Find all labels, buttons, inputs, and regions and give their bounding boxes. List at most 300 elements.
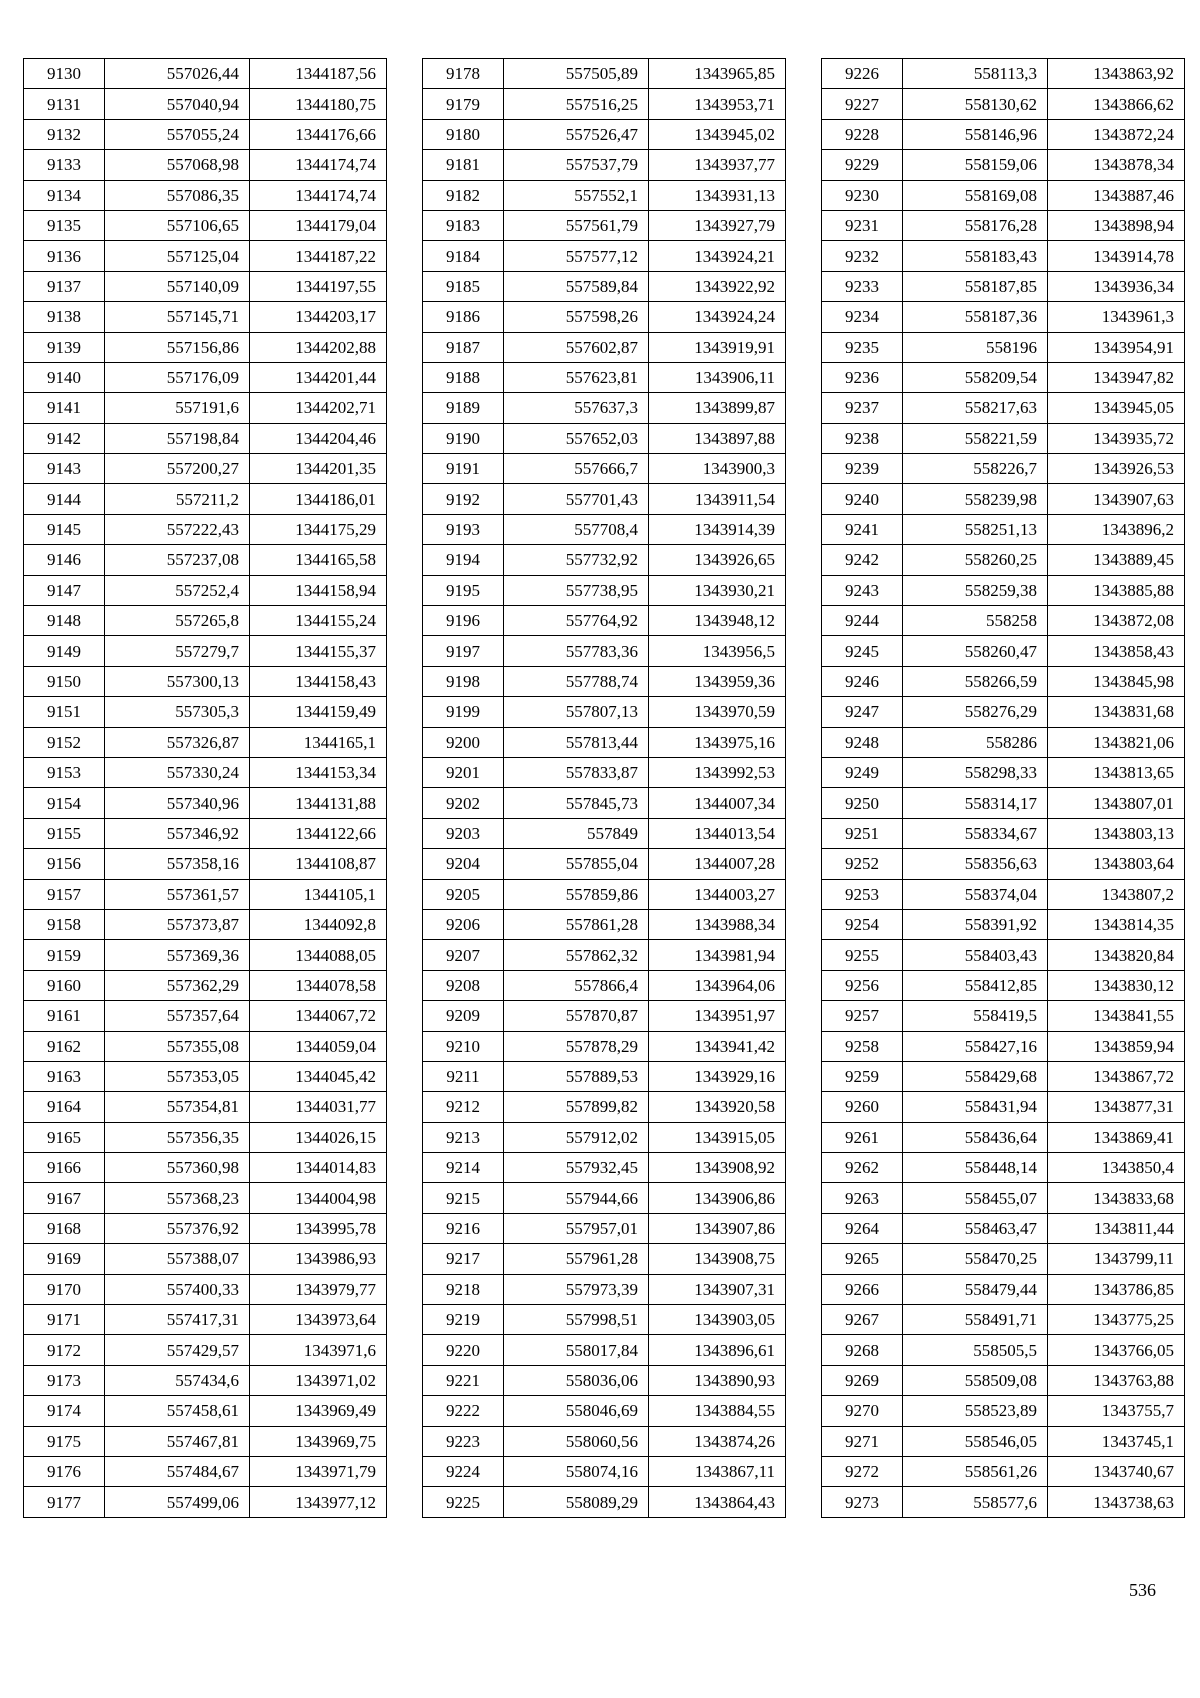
x-coordinate-cell: 558196 <box>903 332 1048 362</box>
x-coordinate-cell: 557362,29 <box>105 970 250 1000</box>
y-coordinate-cell: 1343907,63 <box>1048 484 1185 514</box>
x-coordinate-cell: 557602,87 <box>504 332 649 362</box>
table-row <box>24 970 387 1000</box>
table-row <box>24 59 387 89</box>
y-coordinate-cell: 1343903,05 <box>649 1305 786 1335</box>
y-coordinate-cell: 1344026,15 <box>250 1122 387 1152</box>
y-coordinate-cell: 1343867,11 <box>649 1456 786 1486</box>
x-coordinate-cell: 558455,07 <box>903 1183 1048 1213</box>
point-number-cell: 9164 <box>24 1092 105 1122</box>
y-coordinate-cell: 1343970,59 <box>649 697 786 727</box>
table-row <box>24 940 387 970</box>
y-coordinate-cell: 1344007,28 <box>649 849 786 879</box>
table-row <box>24 362 387 392</box>
point-number-cell: 9189 <box>423 393 504 423</box>
table-row <box>822 332 1185 362</box>
table-row <box>822 940 1185 970</box>
table-row <box>24 241 387 271</box>
table-row <box>822 1092 1185 1122</box>
point-number-cell: 9233 <box>822 271 903 301</box>
table-row <box>423 727 786 757</box>
table-row <box>24 1487 387 1517</box>
y-coordinate-cell: 1343995,78 <box>250 1213 387 1243</box>
y-coordinate-cell: 1343820,84 <box>1048 940 1185 970</box>
y-coordinate-cell: 1343975,16 <box>649 727 786 757</box>
x-coordinate-cell: 558060,56 <box>504 1426 649 1456</box>
table-row <box>822 1365 1185 1395</box>
point-number-cell: 9171 <box>24 1305 105 1335</box>
table-row <box>423 1183 786 1213</box>
point-number-cell: 9273 <box>822 1487 903 1517</box>
y-coordinate-cell: 1344067,72 <box>250 1001 387 1031</box>
point-number-cell: 9255 <box>822 940 903 970</box>
x-coordinate-cell: 557932,45 <box>504 1153 649 1183</box>
x-coordinate-cell: 558251,13 <box>903 514 1048 544</box>
y-coordinate-cell: 1344187,56 <box>250 59 387 89</box>
x-coordinate-cell: 557845,73 <box>504 788 649 818</box>
y-coordinate-cell: 1343927,79 <box>649 210 786 240</box>
point-number-cell: 9270 <box>822 1396 903 1426</box>
y-coordinate-cell: 1343807,2 <box>1048 879 1185 909</box>
x-coordinate-cell: 557279,7 <box>105 636 250 666</box>
point-number-cell: 9222 <box>423 1396 504 1426</box>
point-number-cell: 9136 <box>24 241 105 271</box>
x-coordinate-cell: 557140,09 <box>105 271 250 301</box>
table-row <box>24 454 387 484</box>
point-number-cell: 9191 <box>423 454 504 484</box>
y-coordinate-cell: 1343897,88 <box>649 423 786 453</box>
y-coordinate-cell: 1344078,58 <box>250 970 387 1000</box>
table-row <box>822 606 1185 636</box>
x-coordinate-cell: 557086,35 <box>105 180 250 210</box>
table-row <box>423 210 786 240</box>
point-number-cell: 9194 <box>423 545 504 575</box>
point-number-cell: 9213 <box>423 1122 504 1152</box>
table-row <box>822 362 1185 392</box>
y-coordinate-cell: 1344059,04 <box>250 1031 387 1061</box>
table-row <box>423 1244 786 1274</box>
table-row <box>423 909 786 939</box>
point-number-cell: 9186 <box>423 302 504 332</box>
point-number-cell: 9195 <box>423 575 504 605</box>
x-coordinate-cell: 558431,94 <box>903 1092 1048 1122</box>
point-number-cell: 9239 <box>822 454 903 484</box>
x-coordinate-cell: 558017,84 <box>504 1335 649 1365</box>
table-row <box>822 1305 1185 1335</box>
point-number-cell: 9173 <box>24 1365 105 1395</box>
y-coordinate-cell: 1343971,79 <box>250 1456 387 1486</box>
table-row <box>24 636 387 666</box>
table-row <box>423 302 786 332</box>
point-number-cell: 9209 <box>423 1001 504 1031</box>
table-row <box>423 1487 786 1517</box>
y-coordinate-cell: 1343745,1 <box>1048 1426 1185 1456</box>
point-number-cell: 9155 <box>24 818 105 848</box>
x-coordinate-cell: 557652,03 <box>504 423 649 453</box>
y-coordinate-cell: 1343896,61 <box>649 1335 786 1365</box>
y-coordinate-cell: 1343738,63 <box>1048 1487 1185 1517</box>
y-coordinate-cell: 1343973,64 <box>250 1305 387 1335</box>
point-number-cell: 9198 <box>423 666 504 696</box>
point-number-cell: 9151 <box>24 697 105 727</box>
table-row <box>822 59 1185 89</box>
x-coordinate-cell: 557561,79 <box>504 210 649 240</box>
point-number-cell: 9144 <box>24 484 105 514</box>
point-number-cell: 9230 <box>822 180 903 210</box>
x-coordinate-cell: 558286 <box>903 727 1048 757</box>
y-coordinate-cell: 1344165,1 <box>250 727 387 757</box>
point-number-cell: 9231 <box>822 210 903 240</box>
table-row <box>24 271 387 301</box>
point-number-cell: 9133 <box>24 150 105 180</box>
table-row <box>423 757 786 787</box>
x-coordinate-cell: 558113,3 <box>903 59 1048 89</box>
point-number-cell: 9217 <box>423 1244 504 1274</box>
x-coordinate-cell: 558436,64 <box>903 1122 1048 1152</box>
table-row <box>24 788 387 818</box>
table-row <box>822 970 1185 1000</box>
table-row <box>822 150 1185 180</box>
x-coordinate-cell: 557637,3 <box>504 393 649 423</box>
table-row <box>24 575 387 605</box>
table-row <box>423 1335 786 1365</box>
table-row <box>822 514 1185 544</box>
y-coordinate-cell: 1343965,85 <box>649 59 786 89</box>
y-coordinate-cell: 1343924,24 <box>649 302 786 332</box>
table-row <box>822 1183 1185 1213</box>
table-row <box>24 484 387 514</box>
point-number-cell: 9272 <box>822 1456 903 1486</box>
x-coordinate-cell: 557358,16 <box>105 849 250 879</box>
point-number-cell: 9161 <box>24 1001 105 1031</box>
point-number-cell: 9206 <box>423 909 504 939</box>
point-number-cell: 9170 <box>24 1274 105 1304</box>
table-row <box>24 119 387 149</box>
table-row <box>822 666 1185 696</box>
table-row <box>24 1456 387 1486</box>
point-number-cell: 9154 <box>24 788 105 818</box>
table-row <box>24 818 387 848</box>
table-row <box>822 1456 1185 1486</box>
x-coordinate-cell: 558187,36 <box>903 302 1048 332</box>
table-row <box>24 210 387 240</box>
x-coordinate-cell: 558146,96 <box>903 119 1048 149</box>
point-number-cell: 9236 <box>822 362 903 392</box>
x-coordinate-cell: 557484,67 <box>105 1456 250 1486</box>
point-number-cell: 9223 <box>423 1426 504 1456</box>
point-number-cell: 9190 <box>423 423 504 453</box>
y-coordinate-cell: 1343867,72 <box>1048 1061 1185 1091</box>
x-coordinate-cell: 557589,84 <box>504 271 649 301</box>
coordinates-table-body <box>822 59 1185 1518</box>
point-number-cell: 9242 <box>822 545 903 575</box>
point-number-cell: 9152 <box>24 727 105 757</box>
table-row <box>423 1274 786 1304</box>
y-coordinate-cell: 1343807,01 <box>1048 788 1185 818</box>
point-number-cell: 9153 <box>24 757 105 787</box>
table-row <box>423 119 786 149</box>
y-coordinate-cell: 1343889,45 <box>1048 545 1185 575</box>
x-coordinate-cell: 557861,28 <box>504 909 649 939</box>
y-coordinate-cell: 1343898,94 <box>1048 210 1185 240</box>
x-coordinate-cell: 557458,61 <box>105 1396 250 1426</box>
table-row <box>423 423 786 453</box>
y-coordinate-cell: 1344105,1 <box>250 879 387 909</box>
y-coordinate-cell: 1343740,67 <box>1048 1456 1185 1486</box>
table-row <box>24 606 387 636</box>
point-number-cell: 9215 <box>423 1183 504 1213</box>
table-row <box>822 697 1185 727</box>
y-coordinate-cell: 1343988,34 <box>649 909 786 939</box>
point-number-cell: 9261 <box>822 1122 903 1152</box>
x-coordinate-cell: 557708,4 <box>504 514 649 544</box>
x-coordinate-cell: 557191,6 <box>105 393 250 423</box>
table-row <box>822 1061 1185 1091</box>
table-row <box>24 849 387 879</box>
table-row <box>822 1122 1185 1152</box>
point-number-cell: 9139 <box>24 332 105 362</box>
point-number-cell: 9212 <box>423 1092 504 1122</box>
y-coordinate-cell: 1343935,72 <box>1048 423 1185 453</box>
point-number-cell: 9208 <box>423 970 504 1000</box>
y-coordinate-cell: 1344179,04 <box>250 210 387 240</box>
x-coordinate-cell: 557355,08 <box>105 1031 250 1061</box>
point-number-cell: 9207 <box>423 940 504 970</box>
coordinates-table-1 <box>23 58 387 1518</box>
x-coordinate-cell: 558448,14 <box>903 1153 1048 1183</box>
y-coordinate-cell: 1343951,97 <box>649 1001 786 1031</box>
y-coordinate-cell: 1343874,26 <box>649 1426 786 1456</box>
y-coordinate-cell: 1343899,87 <box>649 393 786 423</box>
x-coordinate-cell: 557068,98 <box>105 150 250 180</box>
point-number-cell: 9211 <box>423 1061 504 1091</box>
point-number-cell: 9237 <box>822 393 903 423</box>
y-coordinate-cell: 1343930,21 <box>649 575 786 605</box>
point-number-cell: 9199 <box>423 697 504 727</box>
table-row <box>24 302 387 332</box>
point-number-cell: 9193 <box>423 514 504 544</box>
point-number-cell: 9148 <box>24 606 105 636</box>
x-coordinate-cell: 557957,01 <box>504 1213 649 1243</box>
point-number-cell: 9140 <box>24 362 105 392</box>
table-row <box>423 362 786 392</box>
x-coordinate-cell: 557738,95 <box>504 575 649 605</box>
point-number-cell: 9220 <box>423 1335 504 1365</box>
y-coordinate-cell: 1343863,92 <box>1048 59 1185 89</box>
x-coordinate-cell: 557369,36 <box>105 940 250 970</box>
point-number-cell: 9179 <box>423 89 504 119</box>
x-coordinate-cell: 557833,87 <box>504 757 649 787</box>
y-coordinate-cell: 1343922,92 <box>649 271 786 301</box>
table-row <box>423 1001 786 1031</box>
x-coordinate-cell: 558470,25 <box>903 1244 1048 1274</box>
point-number-cell: 9168 <box>24 1213 105 1243</box>
table-row <box>24 757 387 787</box>
point-number-cell: 9160 <box>24 970 105 1000</box>
table-row <box>822 241 1185 271</box>
point-number-cell: 9192 <box>423 484 504 514</box>
x-coordinate-cell: 557373,87 <box>105 909 250 939</box>
y-coordinate-cell: 1343866,62 <box>1048 89 1185 119</box>
point-number-cell: 9158 <box>24 909 105 939</box>
x-coordinate-cell: 557813,44 <box>504 727 649 757</box>
y-coordinate-cell: 1343900,3 <box>649 454 786 484</box>
table-row <box>423 666 786 696</box>
x-coordinate-cell: 557701,43 <box>504 484 649 514</box>
x-coordinate-cell: 557429,57 <box>105 1335 250 1365</box>
point-number-cell: 9227 <box>822 89 903 119</box>
y-coordinate-cell: 1344092,8 <box>250 909 387 939</box>
y-coordinate-cell: 1344204,46 <box>250 423 387 453</box>
table-row <box>822 879 1185 909</box>
table-row <box>24 1092 387 1122</box>
y-coordinate-cell: 1343956,5 <box>649 636 786 666</box>
point-number-cell: 9165 <box>24 1122 105 1152</box>
x-coordinate-cell: 557222,43 <box>105 514 250 544</box>
x-coordinate-cell: 557361,57 <box>105 879 250 909</box>
point-number-cell: 9132 <box>24 119 105 149</box>
point-number-cell: 9200 <box>423 727 504 757</box>
point-number-cell: 9159 <box>24 940 105 970</box>
x-coordinate-cell: 557577,12 <box>504 241 649 271</box>
table-row <box>423 241 786 271</box>
y-coordinate-cell: 1343908,92 <box>649 1153 786 1183</box>
x-coordinate-cell: 557400,33 <box>105 1274 250 1304</box>
x-coordinate-cell: 558159,06 <box>903 150 1048 180</box>
y-coordinate-cell: 1344201,35 <box>250 454 387 484</box>
table-row <box>423 940 786 970</box>
table-row <box>822 636 1185 666</box>
x-coordinate-cell: 557145,71 <box>105 302 250 332</box>
x-coordinate-cell: 558427,16 <box>903 1031 1048 1061</box>
point-number-cell: 9225 <box>423 1487 504 1517</box>
table-row <box>822 484 1185 514</box>
table-row <box>24 1396 387 1426</box>
y-coordinate-cell: 1343986,93 <box>250 1244 387 1274</box>
y-coordinate-cell: 1343763,88 <box>1048 1365 1185 1395</box>
x-coordinate-cell: 558209,54 <box>903 362 1048 392</box>
x-coordinate-cell: 558074,16 <box>504 1456 649 1486</box>
point-number-cell: 9135 <box>24 210 105 240</box>
point-number-cell: 9150 <box>24 666 105 696</box>
y-coordinate-cell: 1343945,05 <box>1048 393 1185 423</box>
y-coordinate-cell: 1344108,87 <box>250 849 387 879</box>
y-coordinate-cell: 1343803,64 <box>1048 849 1185 879</box>
x-coordinate-cell: 557176,09 <box>105 362 250 392</box>
table-row <box>423 1061 786 1091</box>
y-coordinate-cell: 1343907,86 <box>649 1213 786 1243</box>
x-coordinate-cell: 558260,25 <box>903 545 1048 575</box>
y-coordinate-cell: 1343959,36 <box>649 666 786 696</box>
x-coordinate-cell: 557198,84 <box>105 423 250 453</box>
x-coordinate-cell: 557859,86 <box>504 879 649 909</box>
point-number-cell: 9157 <box>24 879 105 909</box>
x-coordinate-cell: 558046,69 <box>504 1396 649 1426</box>
point-number-cell: 9138 <box>24 302 105 332</box>
table-row <box>423 89 786 119</box>
x-coordinate-cell: 558403,43 <box>903 940 1048 970</box>
x-coordinate-cell: 557912,02 <box>504 1122 649 1152</box>
table-row <box>24 1365 387 1395</box>
y-coordinate-cell: 1343936,34 <box>1048 271 1185 301</box>
x-coordinate-cell: 557764,92 <box>504 606 649 636</box>
table-row <box>24 727 387 757</box>
point-number-cell: 9249 <box>822 757 903 787</box>
point-number-cell: 9266 <box>822 1274 903 1304</box>
point-number-cell: 9134 <box>24 180 105 210</box>
point-number-cell: 9177 <box>24 1487 105 1517</box>
x-coordinate-cell: 558546,05 <box>903 1426 1048 1456</box>
y-coordinate-cell: 1343859,94 <box>1048 1031 1185 1061</box>
point-number-cell: 9243 <box>822 575 903 605</box>
table-row <box>822 1274 1185 1304</box>
x-coordinate-cell: 557211,2 <box>105 484 250 514</box>
point-number-cell: 9262 <box>822 1153 903 1183</box>
point-number-cell: 9187 <box>423 332 504 362</box>
table-row <box>423 697 786 727</box>
table-row <box>24 879 387 909</box>
point-number-cell: 9259 <box>822 1061 903 1091</box>
y-coordinate-cell: 1343953,71 <box>649 89 786 119</box>
y-coordinate-cell: 1344203,17 <box>250 302 387 332</box>
point-number-cell: 9269 <box>822 1365 903 1395</box>
y-coordinate-cell: 1343929,16 <box>649 1061 786 1091</box>
point-number-cell: 9218 <box>423 1274 504 1304</box>
table-row <box>24 1183 387 1213</box>
y-coordinate-cell: 1343878,34 <box>1048 150 1185 180</box>
table-row <box>822 1213 1185 1243</box>
y-coordinate-cell: 1343864,43 <box>649 1487 786 1517</box>
x-coordinate-cell: 557300,13 <box>105 666 250 696</box>
x-coordinate-cell: 557998,51 <box>504 1305 649 1335</box>
point-number-cell: 9181 <box>423 150 504 180</box>
point-number-cell: 9204 <box>423 849 504 879</box>
x-coordinate-cell: 557376,92 <box>105 1213 250 1243</box>
y-coordinate-cell: 1343969,49 <box>250 1396 387 1426</box>
y-coordinate-cell: 1344180,75 <box>250 89 387 119</box>
table-row <box>24 1001 387 1031</box>
table-row <box>24 1122 387 1152</box>
table-row <box>423 1305 786 1335</box>
x-coordinate-cell: 557434,6 <box>105 1365 250 1395</box>
y-coordinate-cell: 1343766,05 <box>1048 1335 1185 1365</box>
table-row <box>24 332 387 362</box>
point-number-cell: 9224 <box>423 1456 504 1486</box>
y-coordinate-cell: 1343833,68 <box>1048 1183 1185 1213</box>
table-row <box>24 423 387 453</box>
point-number-cell: 9197 <box>423 636 504 666</box>
y-coordinate-cell: 1343814,35 <box>1048 909 1185 939</box>
x-coordinate-cell: 558505,5 <box>903 1335 1048 1365</box>
table-row <box>822 302 1185 332</box>
x-coordinate-cell: 558561,26 <box>903 1456 1048 1486</box>
point-number-cell: 9188 <box>423 362 504 392</box>
y-coordinate-cell: 1343920,58 <box>649 1092 786 1122</box>
x-coordinate-cell: 558334,67 <box>903 818 1048 848</box>
y-coordinate-cell: 1344197,55 <box>250 271 387 301</box>
x-coordinate-cell: 558089,29 <box>504 1487 649 1517</box>
point-number-cell: 9252 <box>822 849 903 879</box>
y-coordinate-cell: 1343971,6 <box>250 1335 387 1365</box>
coordinates-table-body <box>24 59 387 1518</box>
point-number-cell: 9257 <box>822 1001 903 1031</box>
x-coordinate-cell: 557360,98 <box>105 1153 250 1183</box>
point-number-cell: 9251 <box>822 818 903 848</box>
x-coordinate-cell: 557305,3 <box>105 697 250 727</box>
table-row <box>822 423 1185 453</box>
x-coordinate-cell: 558036,06 <box>504 1365 649 1395</box>
table-row <box>822 1031 1185 1061</box>
